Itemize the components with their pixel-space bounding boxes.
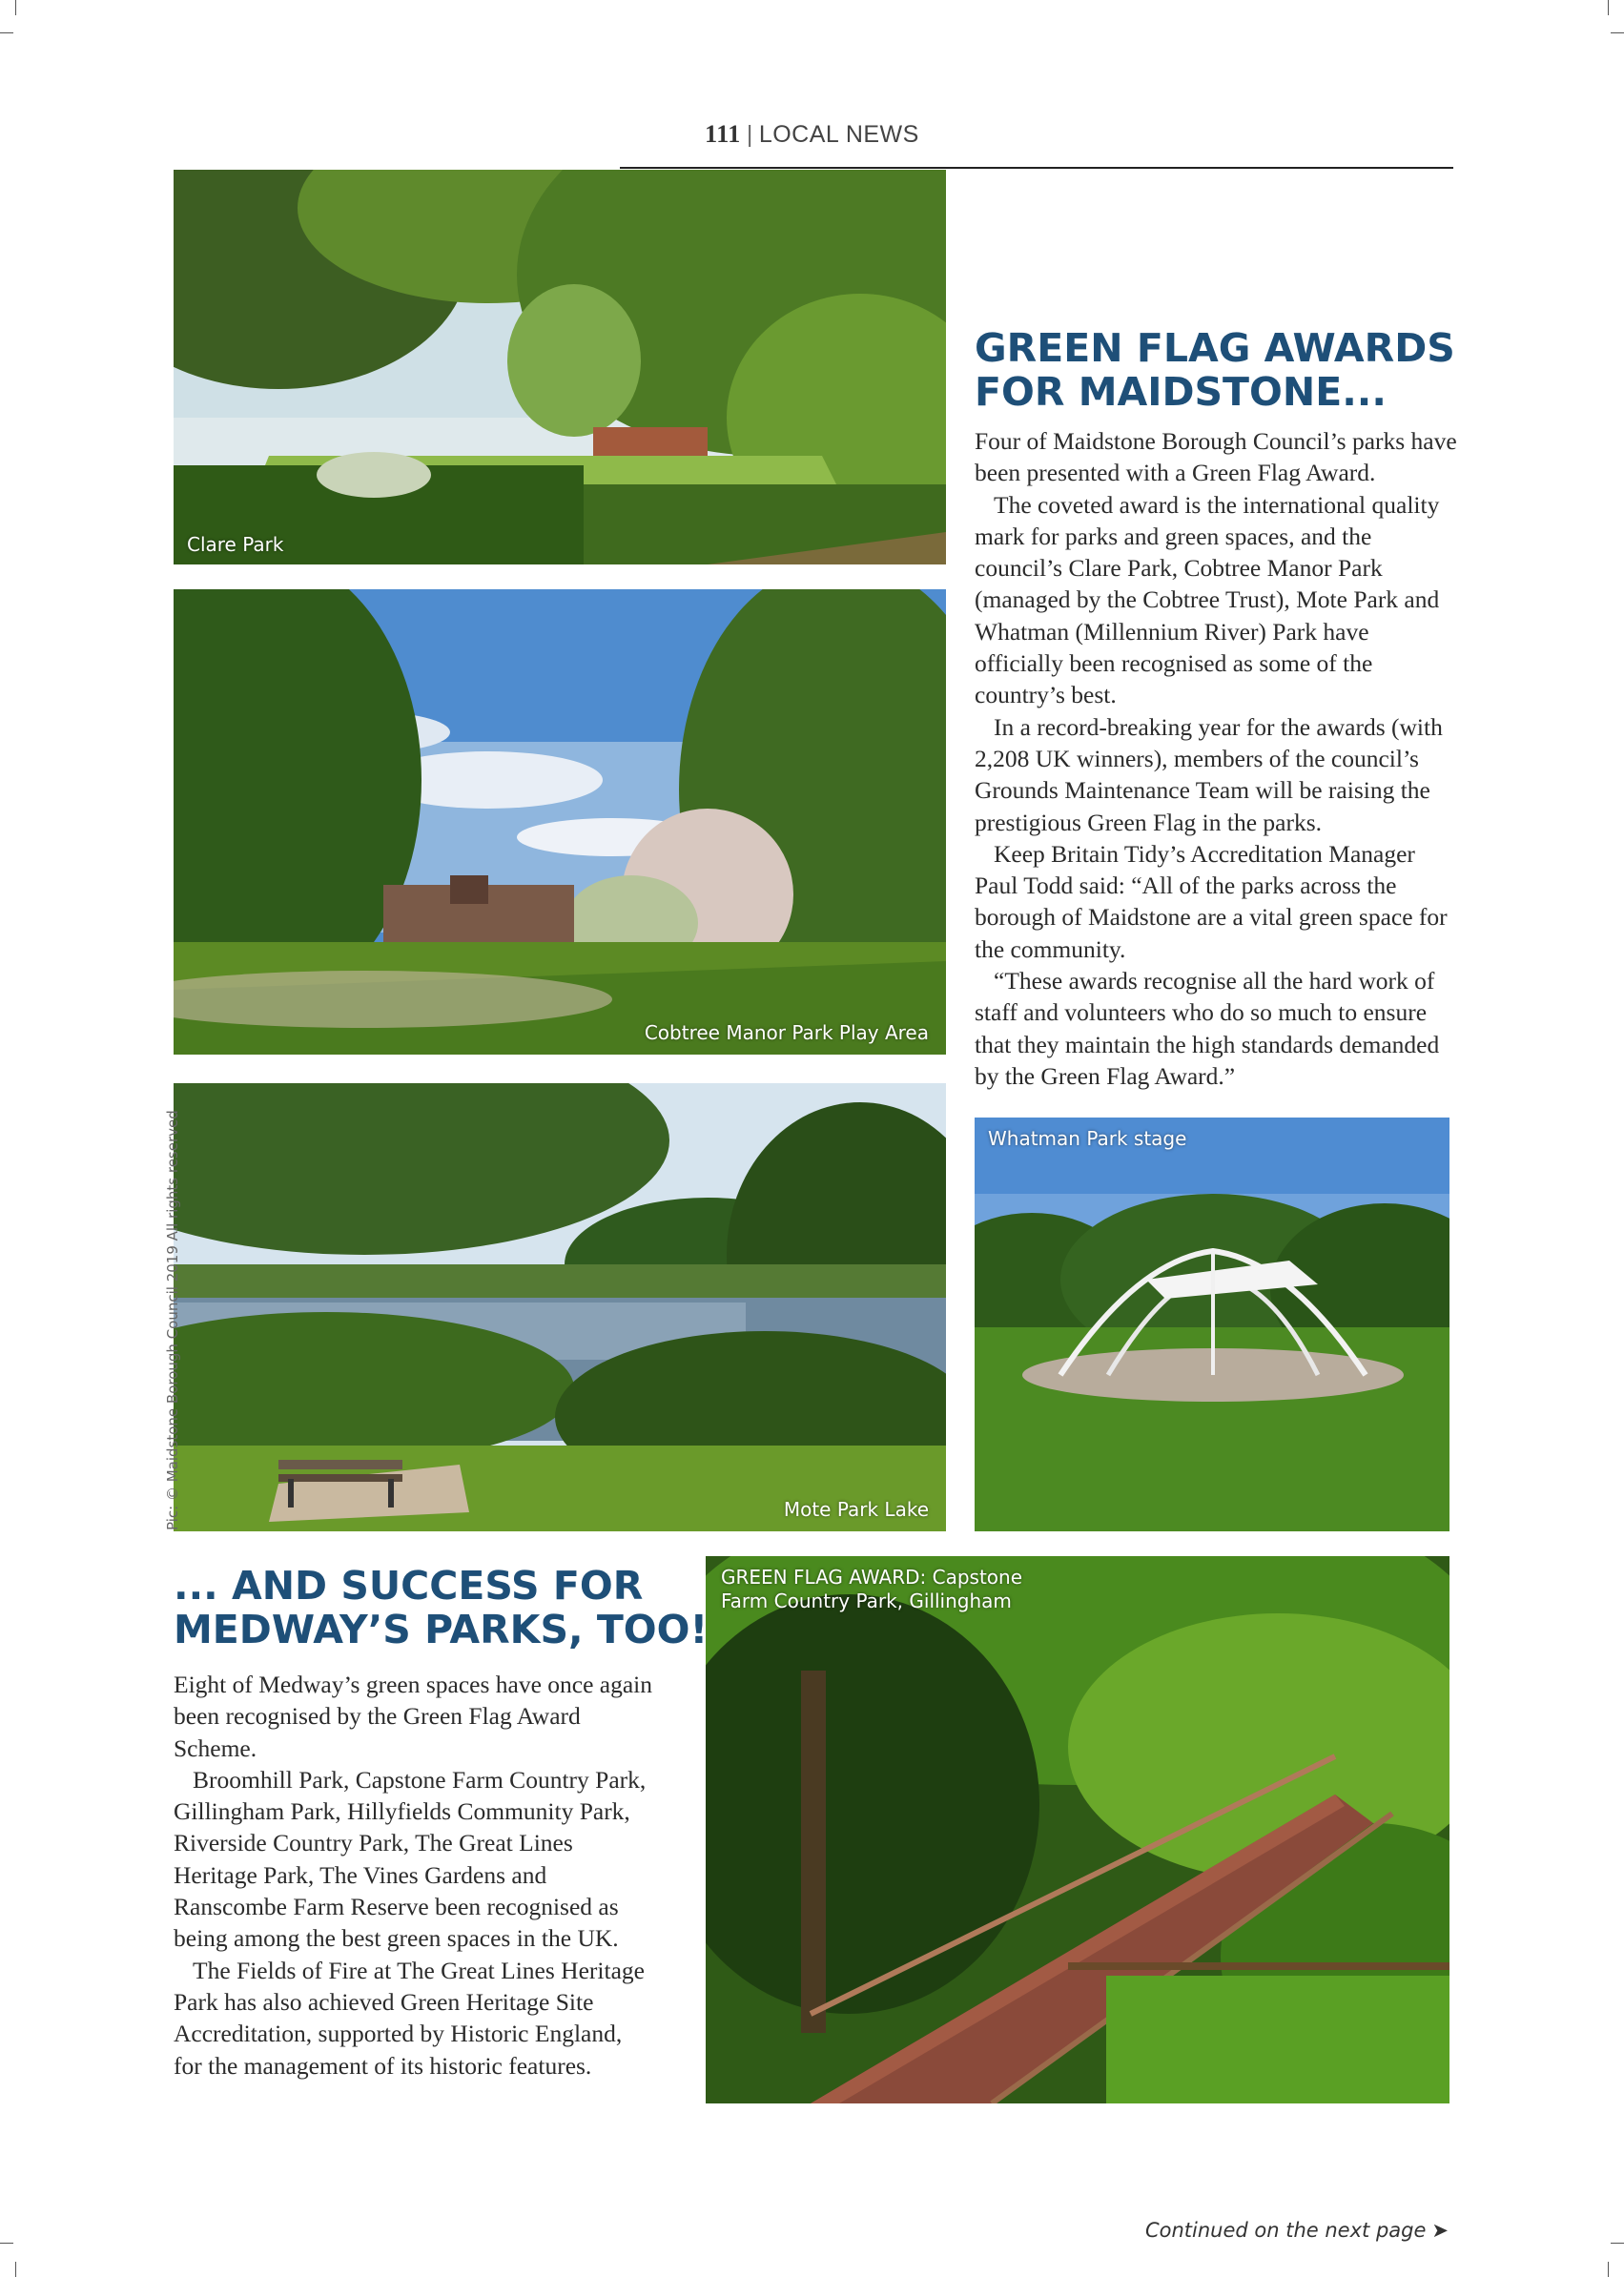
header-rule <box>620 167 1453 169</box>
mote-park-photo <box>174 1083 946 1531</box>
article-paragraph: The Fields of Fire at The Great Lines Heritage Park has also achieved Green Heritage Site Accreditation, supported by Historic England, for the management of its historic features. <box>174 1956 645 2080</box>
article-paragraph: In a record-breaking year for the awards (with 2,208 UK winners), members of the council’s Grounds Maintenance Team will be raising the prestigious Green Flag in the parks. <box>975 712 1443 836</box>
article-paragraph: Broomhill Park, Capstone Farm Country Park, Gillingham Park, Hillyfields Community Park, Riverside Country Park, The Great Lines Heritage Park, The Vines Gardens and Ranscombe Farm Reserve been recognised as being among the best green spaces in the UK. <box>174 1765 647 1953</box>
medway-headline-line2: MEDWAY’S PARKS, TOO! <box>174 1607 709 1652</box>
continued-text: Continued on the next page <box>1144 2219 1427 2242</box>
arrow-right-icon: ➤ <box>1431 2219 1449 2242</box>
photo-credit: Pic: © Maidstone Borough Council 2019 All rights reserved <box>164 1110 181 1530</box>
capstone-photo <box>706 1556 1449 2103</box>
page-number: 111 <box>705 120 741 148</box>
crop-mark <box>0 32 13 33</box>
crop-mark <box>15 2262 16 2277</box>
medway-article-body <box>174 1669 656 2082</box>
continued-next-page <box>1145 2219 1449 2242</box>
crop-mark <box>1608 0 1609 15</box>
crop-mark <box>0 2243 13 2244</box>
clare-park-photo <box>174 170 946 564</box>
article-paragraph: The coveted award is the international quality mark for parks and green spaces, and the council’s Clare Park, Cobtree Manor Park (managed by the Cobtree Trust), Mote Park and Whatman (Millennium River) Park have officially been recognised as some of the country’s best. <box>975 490 1440 709</box>
crop-mark <box>1611 32 1624 33</box>
maidstone-headline <box>975 326 1455 414</box>
crop-mark <box>1608 2262 1609 2277</box>
medway-headline <box>174 1564 708 1651</box>
maidstone-headline-line2: FOR MAIDSTONE... <box>975 369 1387 415</box>
mote-park-caption: Mote Park Lake <box>783 1498 929 1521</box>
section-title: LOCAL NEWS <box>758 121 919 148</box>
medway-headline-line1: ... AND SUCCESS FOR <box>174 1563 644 1609</box>
whatman-caption: Whatman Park stage <box>988 1127 1187 1150</box>
cobtree-caption: Cobtree Manor Park Play Area <box>644 1021 929 1044</box>
capstone-caption-line1: GREEN FLAG AWARD: Capstone <box>721 1566 1023 1589</box>
crop-mark <box>1611 2243 1624 2244</box>
page-header <box>0 120 1624 149</box>
header-separator: | <box>746 121 753 148</box>
whatman-park-photo <box>975 1118 1449 1531</box>
article-paragraph: Four of Maidstone Borough Council’s parks have been presented with a Green Flag Award. <box>975 427 1457 487</box>
capstone-caption <box>721 1566 1022 1613</box>
crop-mark <box>15 0 16 15</box>
article-paragraph: Keep Britain Tidy’s Accreditation Manager Paul Todd said: “All of the parks across the borough of Maidstone are a vital green space for the community. <box>975 839 1448 963</box>
maidstone-article-body <box>975 425 1457 1092</box>
clare-park-caption: Clare Park <box>187 533 284 556</box>
capstone-caption-line2: Farm Country Park, Gillingham <box>721 1590 1012 1612</box>
article-paragraph: Eight of Medway’s green spaces have once again been recognised by the Green Flag Award Scheme. <box>174 1671 653 1762</box>
cobtree-photo <box>174 589 946 1055</box>
maidstone-headline-line1: GREEN FLAG AWARDS <box>975 325 1455 371</box>
article-paragraph: “These awards recognise all the hard work of staff and volunteers who do so much to ensure that they maintain the high standards demanded by the Green Flag Award.” <box>975 967 1440 1090</box>
